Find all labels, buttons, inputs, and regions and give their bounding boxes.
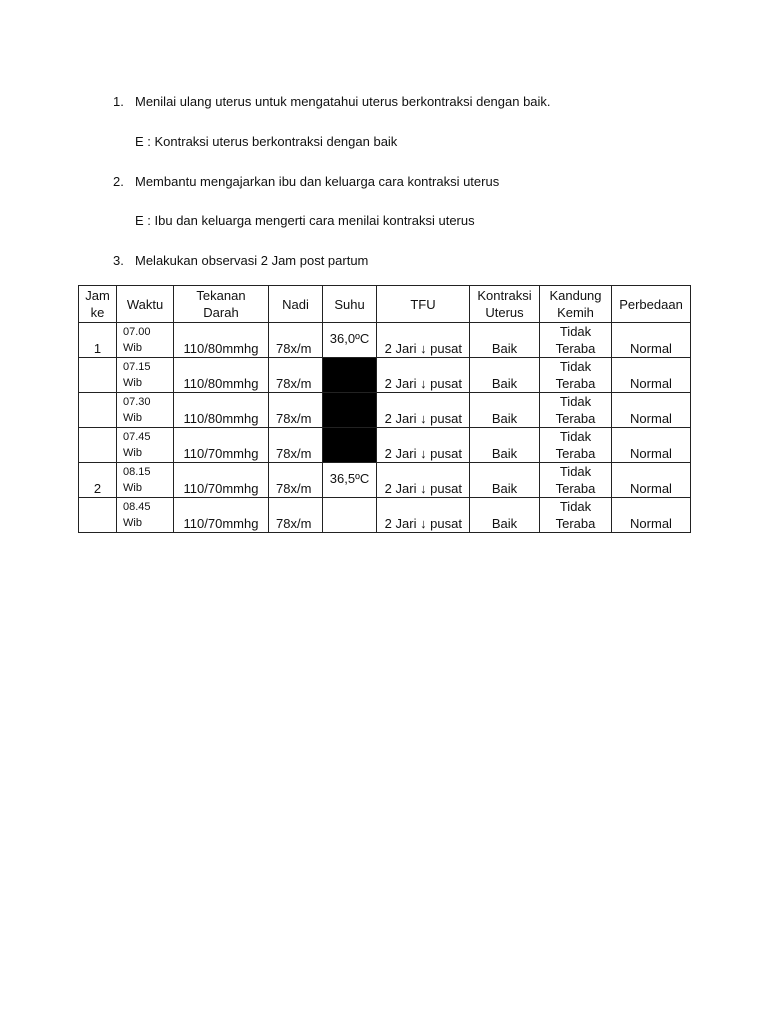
cell-kontraksi-uterus: Baik	[470, 498, 540, 533]
cell-waktu: 07.45 Wib	[117, 428, 174, 463]
cell-nadi: 78x/m	[269, 498, 323, 533]
table-row	[79, 323, 691, 358]
cell-waktu: 08.45 Wib	[117, 498, 174, 533]
cell-tekanan-darah: 110/80mmhg	[174, 323, 269, 358]
cell-tekanan-darah: 110/80mmhg	[174, 393, 269, 428]
header-perbedaan: Perbedaan	[612, 286, 691, 323]
cell-kontraksi-uterus: Baik	[470, 358, 540, 393]
cell-waktu: 08.15 Wib	[117, 463, 174, 498]
header-kontraksi-uterus: Kontraksi Uterus	[470, 286, 540, 323]
cell-suhu	[323, 428, 377, 463]
table-row	[79, 393, 691, 428]
cell-tekanan-darah: 110/70mmhg	[174, 428, 269, 463]
table-row	[79, 463, 691, 498]
cell-jam-ke	[79, 428, 117, 463]
cell-suhu	[323, 498, 377, 533]
header-jam-ke: Jam ke	[79, 286, 117, 323]
list-item-2-text: Membantu mengajarkan ibu dan keluarga cara kontraksi uterus	[135, 174, 500, 189]
cell-tekanan-darah: 110/70mmhg	[174, 498, 269, 533]
header-tekanan-darah: Tekanan Darah	[174, 286, 269, 323]
table-row	[79, 498, 691, 533]
cell-jam-ke: 2	[79, 463, 117, 498]
cell-kontraksi-uterus: Baik	[470, 463, 540, 498]
cell-waktu: 07.00 Wib	[117, 323, 174, 358]
table-header-row	[79, 286, 691, 323]
cell-kandung-kemih: Tidak Teraba	[540, 358, 612, 393]
header-waktu: Waktu	[117, 286, 174, 323]
cell-tfu: 2 Jari ↓ pusat	[377, 358, 470, 393]
cell-kandung-kemih: Tidak Teraba	[540, 463, 612, 498]
cell-waktu: 07.30 Wib	[117, 393, 174, 428]
cell-kontraksi-uterus: Baik	[470, 428, 540, 463]
list-number-2: 2.	[113, 174, 124, 189]
table-row	[79, 358, 691, 393]
cell-tekanan-darah: 110/80mmhg	[174, 358, 269, 393]
header-suhu: Suhu	[323, 286, 377, 323]
cell-jam-ke	[79, 393, 117, 428]
cell-tfu: 2 Jari ↓ pusat	[377, 498, 470, 533]
cell-kandung-kemih: Tidak Teraba	[540, 498, 612, 533]
cell-jam-ke: 1	[79, 323, 117, 358]
cell-perbedaan: Normal	[612, 463, 691, 498]
table-row	[79, 428, 691, 463]
cell-suhu	[323, 358, 377, 393]
cell-nadi: 78x/m	[269, 463, 323, 498]
cell-perbedaan: Normal	[612, 323, 691, 358]
cell-nadi: 78x/m	[269, 393, 323, 428]
cell-suhu: 36,0ºC	[323, 323, 377, 358]
list-item-3-text: Melakukan observasi 2 Jam post partum	[135, 253, 369, 268]
header-tfu: TFU	[377, 286, 470, 323]
cell-nadi: 78x/m	[269, 428, 323, 463]
cell-tfu: 2 Jari ↓ pusat	[377, 323, 470, 358]
cell-tfu: 2 Jari ↓ pusat	[377, 393, 470, 428]
cell-perbedaan: Normal	[612, 428, 691, 463]
cell-tekanan-darah: 110/70mmhg	[174, 463, 269, 498]
cell-tfu: 2 Jari ↓ pusat	[377, 463, 470, 498]
list-number-1: 1.	[113, 94, 124, 109]
cell-perbedaan: Normal	[612, 498, 691, 533]
header-nadi: Nadi	[269, 286, 323, 323]
cell-nadi: 78x/m	[269, 358, 323, 393]
header-kandung-kemih: Kandung Kemih	[540, 286, 612, 323]
observation-table	[78, 285, 691, 533]
cell-perbedaan: Normal	[612, 358, 691, 393]
cell-tfu: 2 Jari ↓ pusat	[377, 428, 470, 463]
cell-suhu	[323, 393, 377, 428]
cell-kandung-kemih: Tidak Teraba	[540, 428, 612, 463]
list-number-3: 3.	[113, 253, 124, 268]
cell-kandung-kemih: Tidak Teraba	[540, 393, 612, 428]
cell-kontraksi-uterus: Baik	[470, 323, 540, 358]
cell-nadi: 78x/m	[269, 323, 323, 358]
cell-kandung-kemih: Tidak Teraba	[540, 323, 612, 358]
cell-perbedaan: Normal	[612, 393, 691, 428]
cell-suhu: 36,5ºC	[323, 463, 377, 498]
cell-jam-ke	[79, 358, 117, 393]
list-item-1-text: Menilai ulang uterus untuk mengatahui uterus berkontraksi dengan baik.	[135, 94, 551, 109]
list-item-2-evaluation: E : Ibu dan keluarga mengerti cara menilai kontraksi uterus	[135, 213, 475, 228]
cell-waktu: 07.15 Wib	[117, 358, 174, 393]
list-item-1-evaluation: E : Kontraksi uterus berkontraksi dengan baik	[135, 134, 398, 149]
cell-jam-ke	[79, 498, 117, 533]
cell-kontraksi-uterus: Baik	[470, 393, 540, 428]
